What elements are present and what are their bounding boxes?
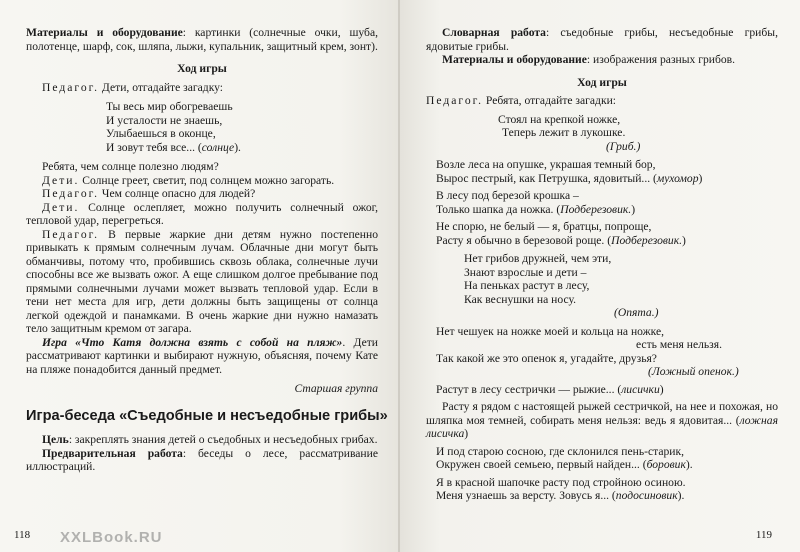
poem-line: Ты весь мир обогреваешь <box>106 100 233 113</box>
vocab-text: : съедобные грибы, несъедобные грибы, ядовитые грибы. <box>426 26 778 53</box>
riddle-answer: боровик <box>646 458 686 471</box>
speaker-teacher: Педагог. <box>42 187 100 200</box>
riddle-7 <box>436 383 778 397</box>
prelim-paragraph <box>26 447 378 474</box>
poem-line-text: И зовут тебя все... ( <box>106 140 202 154</box>
riddle-line: Расту я обычно в березовой роще. (Подберезовик.) <box>436 233 686 247</box>
teacher-riddle-line <box>26 81 378 95</box>
teacher-riddle-text: Ребята, отгадайте загадки: <box>483 94 617 107</box>
riddle-line: Как веснушки на носу. <box>464 292 576 306</box>
game-title: Игра «Что Катя должна взять с собой на пляж» <box>42 335 343 349</box>
riddle-3 <box>436 189 778 216</box>
vocab-paragraph <box>426 26 778 53</box>
goal-label: Цель <box>42 433 69 446</box>
poem-line: Улыбаешься в оконце, <box>106 127 216 140</box>
materials-label: Материалы и оборудование <box>442 53 587 66</box>
riddle-5 <box>464 252 778 320</box>
riddle-line-text: Растут в лесу сестрички — рыжие... ( <box>436 382 622 396</box>
speaker-teacher: Педагог. <box>42 80 100 94</box>
riddle-answer: подосиновик <box>615 489 678 502</box>
speaker-children: Дети. <box>42 173 80 187</box>
riddle-answer: мухомор <box>656 171 699 185</box>
question-2 <box>26 187 378 201</box>
riddle-line: Так какой же это опенок я, угадайте, друзья? <box>436 351 657 365</box>
riddle-line: Меня узнаешь за версту. Зовусь я... (подосиновик). <box>436 489 685 502</box>
game-course-heading: Ход игры <box>577 75 627 89</box>
riddle-line-text: Меня узнаешь за версту. Зовусь я... ( <box>436 489 616 502</box>
riddle-answer: (Ложный опенок.) <box>648 365 739 378</box>
goal-text: : закреплять знания детей о съедобных и несъедобных грибах. <box>68 433 378 446</box>
riddle-line: Окружен своей семьею, первый найден... (боровик). <box>436 458 693 471</box>
riddle-line: Возле леса на опушке, украшая темный бор, <box>436 158 656 171</box>
riddle-line: В лесу под березой крошка – <box>436 189 579 202</box>
materials-label: Материалы и оборудование <box>26 26 183 39</box>
page-number-right: 119 <box>755 528 772 541</box>
riddle-10 <box>436 476 778 503</box>
riddle-line-text: Окружен своей семьею, первый найден... ( <box>436 458 647 471</box>
answer-1 <box>26 174 378 188</box>
riddle-line: Стоял на крепкой ножке, <box>498 112 621 126</box>
riddle-answer: Подберезовик. <box>611 233 683 247</box>
poem-line <box>106 141 378 155</box>
riddle-line-text: Расту я обычно в березовой роще. ( <box>436 233 612 247</box>
riddle-line: На пеньках растут в лесу, <box>464 279 590 292</box>
riddle-1 <box>498 113 778 154</box>
riddle-answer: (Гриб.) <box>606 139 641 153</box>
riddle-2 <box>436 158 778 185</box>
answer-2-text: Солнце ослепляет, можно получить солнечный ожог, тепловой удар, перегреться. <box>26 200 378 227</box>
riddle-line: Теперь лежит в лукошке. <box>502 126 626 139</box>
poem-answer: солнце <box>201 140 235 154</box>
answer-1-text: Солнце греет, светит, под солнцем можно загорать. <box>79 173 335 187</box>
riddle-line: Вырос пестрый, как Петрушка, ядовитый... (мухомор) <box>436 171 703 185</box>
riddle-line: Не спорю, не белый — я, братцы, попроще, <box>436 220 652 233</box>
vocab-label: Словарная работа <box>442 26 546 39</box>
riddle-answer: ложная лисичка <box>426 413 778 440</box>
prelim-text: : беседы о лесе, рассматривание иллюстраций. <box>26 446 378 473</box>
riddle-line: Я в красной шапочке расту под стройною осиною. <box>436 475 686 489</box>
riddle-6 <box>436 325 778 379</box>
riddle-line: Нет чешуек на ножке моей и кольца на ножке, <box>436 324 665 338</box>
game-paragraph <box>26 336 378 377</box>
riddle-line: Нет грибов дружней, чем эти, <box>464 252 612 265</box>
materials-paragraph <box>426 53 778 67</box>
speaker-teacher: Педагог. <box>42 227 100 241</box>
speaker-children: Дети. <box>42 200 80 214</box>
teacher-riddle-text: Дети, отгадайте загадку: <box>99 80 224 94</box>
game-course-heading: Ход игры <box>177 62 227 75</box>
right-column <box>426 26 778 507</box>
teacher-explanation <box>26 228 378 336</box>
poem-end: ). <box>234 140 241 154</box>
riddle-line-text: Вырос пестрый, как Петрушка, ядовитый... ( <box>436 171 657 185</box>
riddle-8: Расту я рядом с настоящей рыжей сестричкой, на нее и похожая, но шляпка моя темней, собирать меня нельзя: ведь я ядовитая... (ложная лисичка) <box>426 400 778 440</box>
riddle-line: И под старою сосною, где склонился пень-старик, <box>436 444 685 458</box>
right-page <box>400 0 800 552</box>
riddle-9 <box>436 445 778 472</box>
section-heading: Игра-беседа «Съедобные и несъедобные грибы» <box>26 407 388 424</box>
question-1: Ребята, чем солнце полезно людям? <box>42 160 219 173</box>
riddle-answer: лисички <box>621 382 660 396</box>
speaker-teacher: Педагог. <box>426 94 484 107</box>
riddle-line: Только шапка да ножка. (Подберезовик.) <box>436 202 636 216</box>
riddle-line-text: Только шапка да ножка. ( <box>436 202 561 216</box>
teacher-riddle-line <box>426 94 778 108</box>
page-number-left: 118 <box>14 528 31 541</box>
materials-text: : изображения разных грибов. <box>586 53 736 66</box>
riddle-line: Растут в лесу сестрички — рыжие... (лисички) <box>436 382 664 396</box>
answer-2 <box>26 201 378 228</box>
watermark: XXLBook.RU <box>60 528 163 546</box>
materials-paragraph <box>26 26 378 53</box>
riddle-line-text: Расту я рядом с настоящей рыжей сестричкой, на нее и похожая, но шляпка моя темней, собирать меня нельзя: ведь я ядовитая... ( <box>426 400 778 427</box>
riddle-answer: (Опята.) <box>614 306 659 319</box>
prelim-label: Предварительная работа <box>42 446 183 460</box>
teacher-explanation-text: В первые жаркие дни детям нужно постепенно привыкать к прямым солнечным лучам. Облачные дни могут быть обманчивы, потому что, пробившись сквозь облака, солнечные лучи способны все же вызвать ожог. А еще слишком долгое пребывание под прямыми солнечными лучами может вызвать тепловой удар. Если в тени нет места для игр, дети должны быть защищены от солнца легкой одеждой и панамками. В очень жаркие дни нужно намазать тело защитным кремом от загара. <box>26 227 378 335</box>
goal-paragraph <box>26 433 378 447</box>
left-column <box>26 26 388 474</box>
materials-text: : картинки (солнечные очки, шуба, полотенце, шарф, сок, шляпа, лыжи, купальник, защитный крем, зонт). <box>26 26 378 53</box>
riddle-line: Знают взрослые и дети – <box>464 265 587 279</box>
age-group: Старшая группа <box>294 382 378 395</box>
question-2-text: Чем солнце опасно для людей? <box>99 187 256 200</box>
riddle-answer: Подберезовик. <box>560 202 632 216</box>
sun-riddle-poem <box>106 100 378 154</box>
riddle-4 <box>436 220 778 247</box>
riddle-line: есть меня нельзя. <box>636 338 722 351</box>
poem-line: И усталости не знаешь, <box>106 113 223 127</box>
game-text: . Дети рассматривают картинки и выбирают нужную, объясняя, почему Кате на пляже понадобится данный предмет. <box>26 335 378 376</box>
